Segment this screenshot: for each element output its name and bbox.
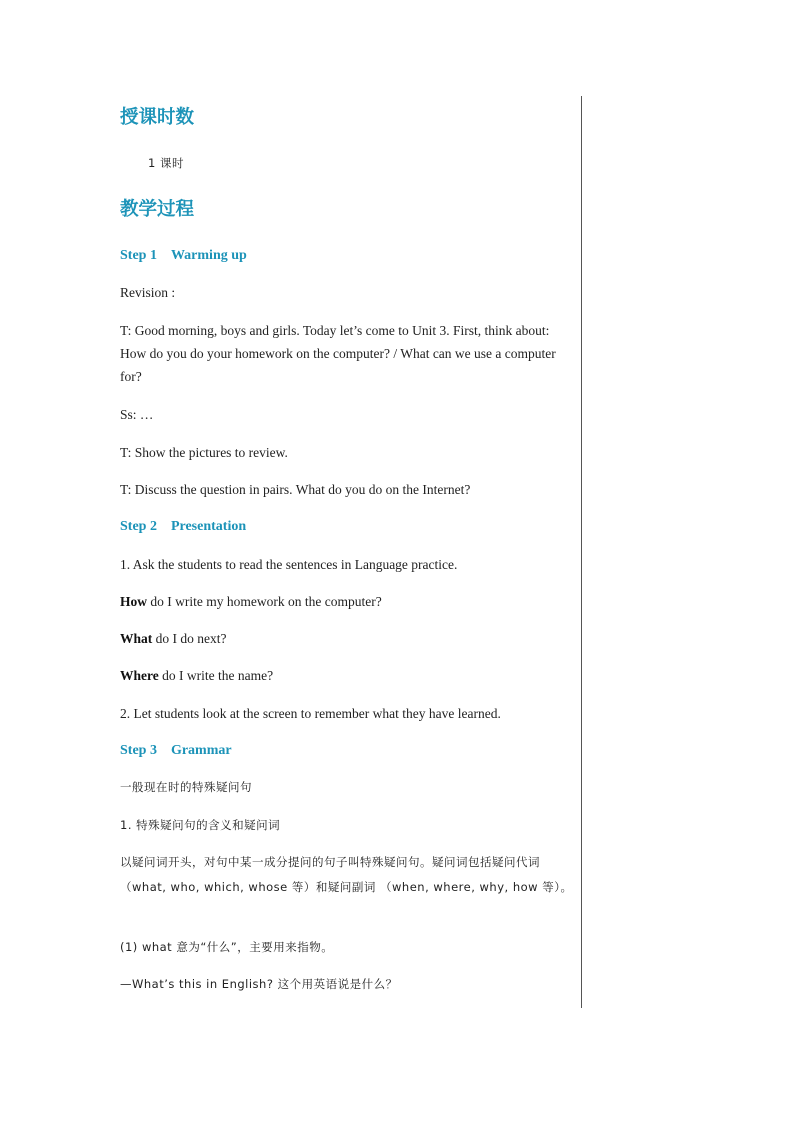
question-rest-3: do I write the name?: [158, 668, 274, 683]
presentation-point-1: 1. Ask the students to read the sentences in Language practice.: [120, 557, 458, 572]
step2-heading: [120, 515, 578, 538]
process-heading: 教学过程: [120, 199, 195, 220]
step1-title: Warming up: [170, 248, 247, 263]
hours-value: 1 课时: [148, 156, 184, 170]
example-question-1: [120, 590, 578, 613]
example-question-2: [120, 627, 578, 650]
vertical-rule: [581, 96, 582, 1008]
question-word-where: Where: [120, 668, 159, 683]
step2-label: Step 2: [120, 519, 157, 534]
presentation-point-2: 2. Let students look at the screen to remember what they have learned.: [120, 706, 501, 721]
step1-heading: [120, 244, 578, 267]
teacher-line-1: T: Good morning, boys and girls. Today let’s come to Unit 3. First, think about: How do you do your homework on the computer? / What can we use a computer for?: [120, 323, 556, 384]
step3-heading: [120, 739, 578, 762]
teacher-line-2: T: Show the pictures to review.: [120, 445, 288, 460]
grammar-topic: 一般现在时的特殊疑问句: [120, 780, 252, 794]
question-word-how: How: [120, 594, 147, 609]
grammar-what-usage: (1) what 意为“什么”，主要用来指物。: [120, 940, 334, 954]
step2-title: Presentation: [170, 519, 247, 534]
step3-title: Grammar: [170, 743, 232, 758]
question-rest-2: do I do next?: [152, 631, 227, 646]
hours-heading: 授课时数: [120, 107, 195, 128]
grammar-definition: 以疑问词开头，对句中某一成分提问的句子叫特殊疑问句。疑问词包括疑问代词 （what, who, which, whose 等）和疑问副词 （when, where, why, how 等）。: [120, 855, 573, 894]
question-rest-1: do I write my homework on the computer?: [147, 594, 382, 609]
example-question-3: [120, 664, 578, 687]
step1-label: Step 1: [120, 248, 157, 263]
students-line: Ss: …: [120, 407, 154, 422]
step3-label: Step 3: [120, 743, 157, 758]
revision-line: Revision :: [120, 285, 176, 300]
question-word-what: What: [120, 631, 153, 646]
teacher-line-3: T: Discuss the question in pairs. What do you do on the Internet?: [120, 482, 471, 497]
grammar-example: —What’s this in English? 这个用英语说是什么？: [120, 977, 398, 991]
grammar-point-1: 1. 特殊疑问句的含义和疑问词: [120, 818, 281, 832]
